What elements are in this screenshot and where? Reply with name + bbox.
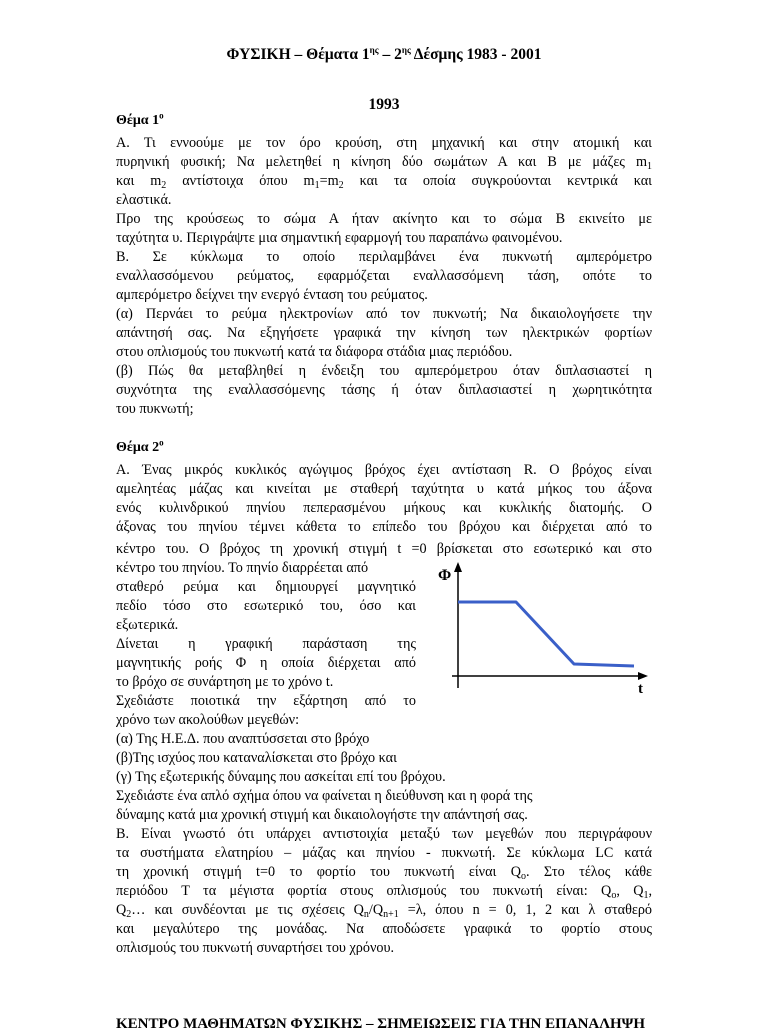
flux-graph (430, 560, 660, 700)
text-line: δύναμης κατά μια χρονική στιγμή και δικαιολογήστε την απάντησή σας. (116, 807, 528, 823)
text-line: και μεγαλύτερο της μονάδας. Να αποδώσετε γραφικά το φορτίο στους (116, 921, 652, 937)
text-line: Προ της κρούσεως το σώμα Α ήταν ακίνητο και το σώμα Β εκινείτο με (116, 211, 652, 227)
text-line (116, 153, 652, 171)
subscript: 2 (338, 180, 344, 191)
heading-sup: ο (159, 110, 164, 121)
title-sup: ης (401, 44, 411, 55)
text-part: πυρηνική φυσική; Να μελετηθεί η κίνηση δύο σωμάτων Α και Β με μάζες m (116, 154, 647, 170)
text-part: /Q (368, 902, 384, 918)
text-line: κέντρο του πηνίου. Το πηνίο διαρρέεται από (116, 560, 369, 576)
text-line: Β. Είναι γνωστό ότι υπάρχει αντιστοιχία μεταξύ των μεγεθών που περιγράφουν (116, 826, 652, 842)
text-part: , Q (616, 883, 644, 899)
document-title (0, 46, 768, 64)
text-line: στου οπλισμούς του πυκνωτή κατά τα διάφορα στάδια μιας περιόδου. (116, 344, 513, 360)
text-line: (α) Περνάει το ρεύμα ηλεκτρονίων από τον πυκνωτή; Να δικαιολογήσετε την (116, 306, 652, 322)
text-line: (β)Της ισχύος που καταναλίσκεται στο βρόχο και (116, 750, 397, 766)
y-axis-arrow (454, 562, 462, 572)
title-part: – 2 (378, 46, 402, 63)
year-heading: 1993 (368, 96, 400, 113)
text-line (116, 901, 652, 919)
text-line: Α. Τι εννοούμε με τον όρο κρούση, στη μηχανική και στην ατομική και (116, 135, 652, 151)
x-axis-arrow (638, 672, 648, 680)
text-line: Β. Σε κύκλωμα το οποίο περιλαμβάνει ένα πυκνωτή αμπερόμετρο (116, 249, 652, 265)
text-line: ελαστικά. (116, 192, 172, 208)
subscript: n+1 (383, 909, 399, 920)
text-part: , (648, 883, 653, 899)
text-line: Α. Ένας μικρός κυκλικός αγώγιμος βρόχος έχει αντίσταση R. Ο βρόχος είναι (116, 462, 652, 478)
text-line: (β) Πώς θα μεταβληθεί η ένδειξη του αμπερόμετρου όταν διπλασιαστεί η (116, 363, 652, 379)
x-axis-label: t (638, 681, 643, 697)
text-line (116, 172, 652, 190)
text-part: Q (116, 902, 127, 918)
subscript: o (611, 890, 617, 901)
text-line: Σχεδιάστε ένα απλό σχήμα όπου να φαίνεται η διεύθυνση και η φορά της (116, 788, 533, 804)
heading-text: Θέμα 1 (116, 113, 160, 128)
subscript: 1 (647, 161, 652, 172)
y-axis-label: Φ (438, 567, 452, 584)
text-line: Σχεδιάστε ποιοτικά την εξάρτηση από το (116, 693, 416, 709)
text-line (116, 882, 652, 900)
text-line: εξωτερικά. (116, 617, 179, 633)
text-part: … και συνδέονται με τις σχέσεις Q (131, 902, 364, 918)
text-line: (γ) Της εξωτερικής δύναμης που ασκείται επί του βρόχου. (116, 769, 446, 785)
heading-text: Θέμα 2 (116, 440, 160, 455)
title-part: Δέσμης 1983 - 2001 (410, 46, 542, 63)
text-line: χρόνο των ακολούθων μεγεθών: (116, 712, 300, 728)
text-line: μαγνητικής ροής Φ η οποία διέρχεται από (116, 655, 416, 671)
text-line: πεδίο τόσο στο εσωτερικό του, όσο και (116, 598, 416, 614)
text-line: του πυκνωτή; (116, 401, 194, 417)
text-line: (α) Της Η.Ε.Δ. που αναπτύσσεται στο βρόχο (116, 731, 370, 747)
text-line: ταχύτητα υ. Περιγράψτε μια σημαντική εφαρμογή του παραπάνω φαινομένου. (116, 230, 563, 246)
text-line: αμελητέας μάζας και κινείται με σταθερή ταχύτητα υ κατά μήκος του άξονα (116, 481, 652, 497)
page-footer: ΚΕΝΤΡΟ ΜΑΘΗΜΑΤΩΝ ΦΥΣΙΚΗΣ – ΣΗΜΕΙΩΣΕΙΣ ΓΙΑ ΤΗΝ ΕΠΑΝΑΛΗΨΗ (116, 1016, 646, 1028)
text-line: αμπερόμετρο δείχνει την ενεργό ένταση του ρεύματος. (116, 287, 428, 303)
subscript: n (363, 909, 369, 920)
text-line (116, 863, 652, 881)
text-line: απάντησή σας. Να εξηγήσετε γραφικά την κίνηση των ηλεκτρικών φορτίων (116, 325, 652, 341)
topic-2-heading (116, 437, 164, 456)
subscript: 2 (161, 180, 167, 191)
heading-sup: ο (159, 437, 164, 448)
subscript: 2 (126, 909, 132, 920)
text-line: σταθερό ρεύμα και δημιουργεί μαγνητικό (116, 579, 416, 595)
text-part: και τα οποία συγκρούονται κεντρικά και (343, 173, 652, 189)
text-part: τη χρονική στιγμή t=0 το φορτίο του πυκνωτή είναι Q (116, 864, 521, 880)
text-line: κέντρο του. Ο βρόχος τη χρονική στιγμή t =0 βρίσκεται στο εσωτερικό και στο (116, 541, 652, 557)
text-part: περιόδου T τα μέγιστα φορτία στους οπλισμούς του πυκνωτή είναι: Q (116, 883, 612, 899)
text-line: τα συστήματα ελατηρίου – μάζας και πηνίου - πυκνωτή. Σε κύκλωμα LC κατά (116, 845, 652, 861)
topic-1-heading (116, 110, 164, 129)
text-line: εναλλασσόμενου ρεύματος, εφαρμόζεται εναλλασσόμενη τάση, οπότε το (116, 268, 652, 284)
text-line: συχνότητα της εναλλασσόμενης τάσης ή όταν διπλασιαστεί η χωρητικότητα (116, 382, 652, 398)
text-line: άξονας του πηνίου τέμνει κάθετα το επίπεδο του βρόχου και διέρχεται από το (116, 519, 652, 535)
subscript: o (520, 871, 526, 882)
title-sup: ης (369, 44, 379, 55)
title-part: ΦΥΣΙΚΗ – Θέματα 1 (226, 46, 370, 63)
text-line: Δίνεται η γραφική παράσταση της (116, 636, 416, 652)
text-line: οπλισμούς του πυκνωτή συναρτήσει του χρόνου. (116, 940, 395, 956)
text-line: το βρόχο σε συνάρτηση με το χρόνο t. (116, 674, 334, 690)
text-part: =m (319, 173, 339, 189)
text-part: και m (116, 173, 162, 189)
subscript: 1 (314, 180, 320, 191)
text-part: αντίστοιχα όπου m (166, 173, 315, 189)
flux-curve (458, 602, 634, 666)
subscript: 1 (643, 890, 649, 901)
text-part: =λ, όπου n = 0, 1, 2 και λ σταθερό (398, 902, 653, 918)
text-line: ενός κυλινδρικού πηνίου πεπερασμένου μήκους και κυκλικής διατομής. Ο (116, 500, 652, 516)
text-part: . Στο τέλος κάθε (525, 864, 652, 880)
